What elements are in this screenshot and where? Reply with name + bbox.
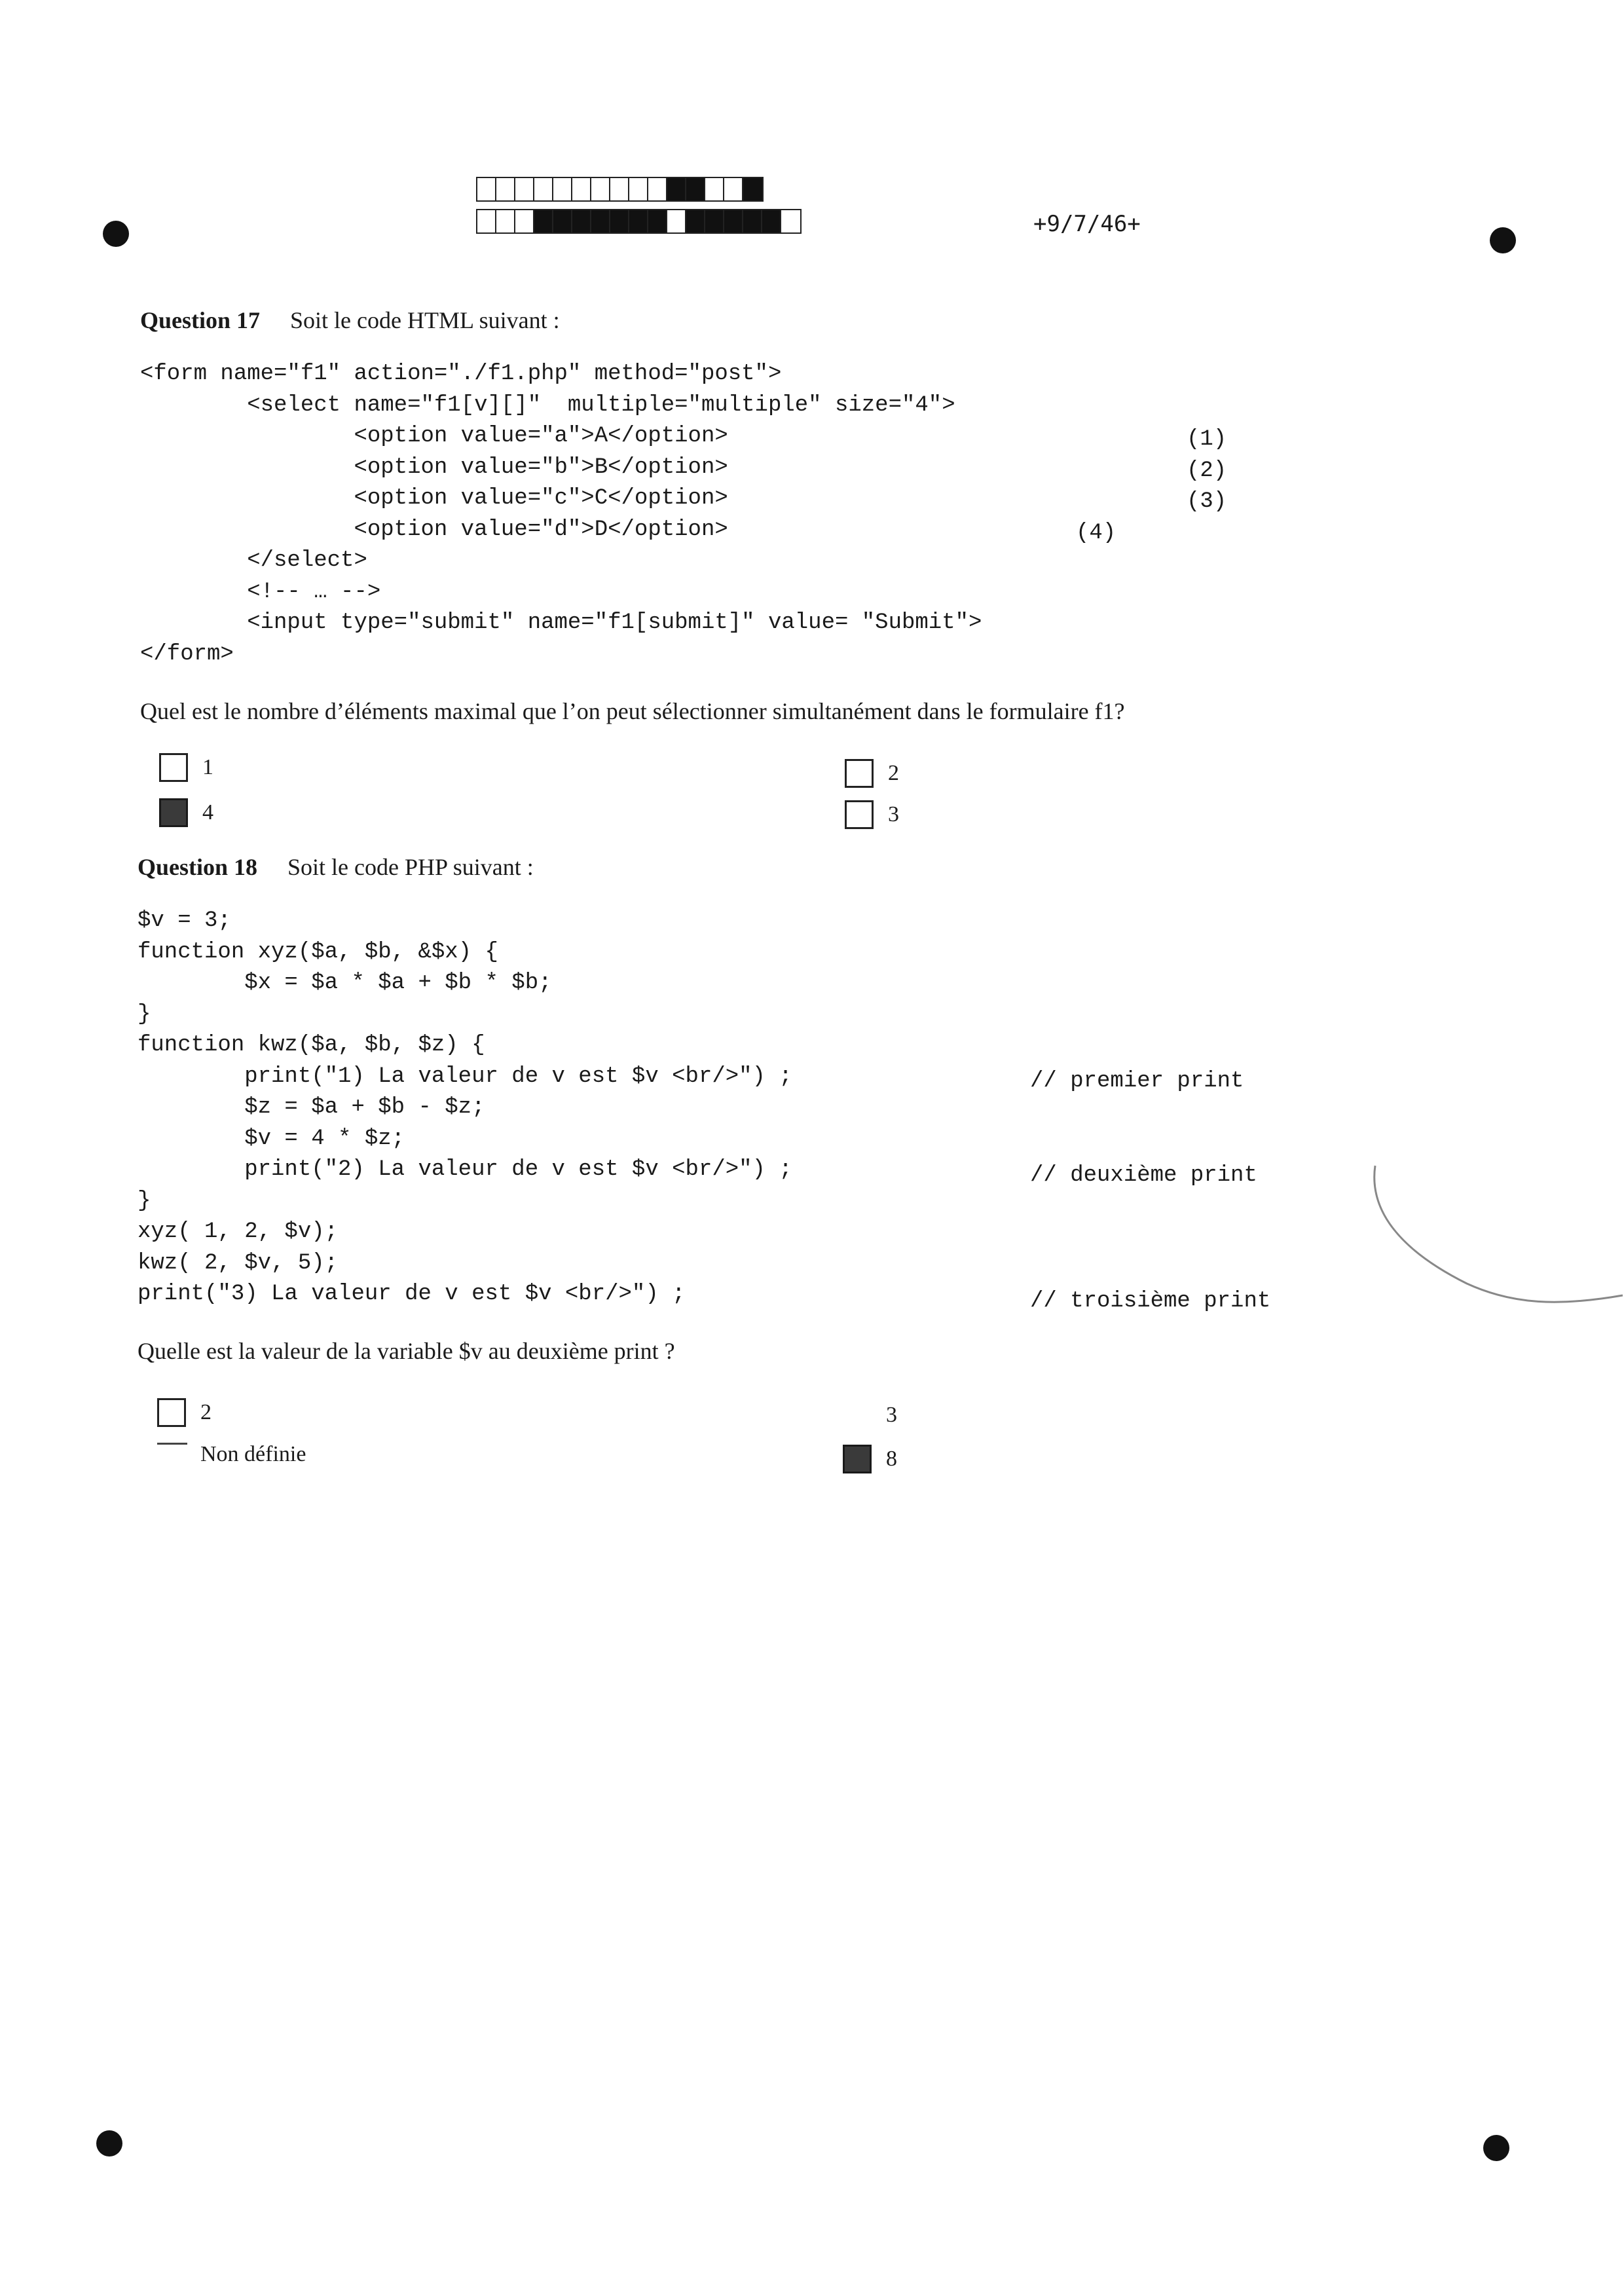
- code-line: <input type="submit" name="f1[submit]" value= "Submit">: [140, 610, 982, 635]
- q17-choice-2[interactable]: [845, 759, 899, 788]
- choice-label: 2: [200, 1400, 212, 1424]
- barcode-cell: [553, 178, 572, 200]
- registration-dot-top-left: [103, 221, 129, 247]
- code-line: $x = $a * $a + $b * $b;: [138, 971, 552, 995]
- code-line: $z = $a + $b - $z;: [138, 1095, 485, 1120]
- choice-label: 2: [888, 761, 899, 785]
- choice-label: 1: [202, 755, 213, 779]
- barcode-cell: [743, 210, 762, 232]
- barcode-cell: [591, 210, 610, 232]
- code-line: print("2) La valeur de v est $v <br/>") ;: [138, 1157, 792, 1182]
- option-marker-4: (4): [1076, 521, 1116, 546]
- choice-label: 3: [886, 1403, 897, 1427]
- page-id: +9/7/46+: [1033, 211, 1141, 237]
- barcode-cell: [591, 178, 610, 200]
- barcode-cell: [496, 178, 515, 200]
- barcode-cell: [724, 210, 743, 232]
- checkbox-checked[interactable]: [159, 798, 188, 827]
- choice-label: 4: [202, 800, 213, 824]
- choice-label: 8: [886, 1447, 897, 1471]
- barcode-cell: [743, 178, 762, 200]
- code-line: }: [138, 1188, 151, 1213]
- q18-choice-non-definie[interactable]: [157, 1442, 306, 1467]
- checkbox[interactable]: [159, 753, 188, 782]
- pencil-stroke-mark: [1362, 1153, 1624, 1323]
- barcode-cell: [534, 210, 553, 232]
- checkbox-checked[interactable]: [843, 1445, 872, 1473]
- barcode-cell: [705, 210, 724, 232]
- barcode-cell: [648, 178, 667, 200]
- code-line: </form>: [140, 641, 234, 667]
- barcode-cell: [572, 210, 591, 232]
- q18-choice-3[interactable]: [843, 1403, 897, 1428]
- code-line: <option value="b">B</option>: [140, 454, 728, 480]
- question-18-code: [138, 906, 792, 1310]
- question-18-prompt: Quelle est la valeur de la variable $v au deuxième print ?: [138, 1338, 675, 1364]
- code-line: function xyz($a, $b, &$x) {: [138, 939, 498, 965]
- option-marker-1: (1): [1187, 427, 1227, 452]
- barcode-cell: [724, 178, 743, 200]
- barcode-cell: [705, 178, 724, 200]
- code-line: function kwz($a, $b, $z) {: [138, 1033, 485, 1058]
- barcode-cell: [686, 178, 705, 200]
- barcode-cell: [648, 210, 667, 232]
- barcode-cell: [781, 210, 800, 232]
- q18-choice-8[interactable]: [843, 1445, 897, 1473]
- code-line: xyz( 1, 2, $v);: [138, 1219, 339, 1244]
- code-line: <!-- … -->: [140, 579, 381, 604]
- q17-choice-4[interactable]: [159, 798, 213, 827]
- barcode-cell: [477, 178, 496, 200]
- question-17-code: [140, 359, 982, 670]
- comment-second-print: // deuxième print: [1030, 1163, 1257, 1188]
- q17-choice-1[interactable]: [159, 753, 213, 782]
- code-line: kwz( 2, $v, 5);: [138, 1250, 339, 1276]
- barcode-row-2: [476, 209, 802, 234]
- code-line: <option value="c">C</option>: [140, 486, 728, 511]
- comment-first-print: // premier print: [1030, 1069, 1244, 1094]
- barcode-cell: [515, 210, 534, 232]
- barcode-cell: [610, 178, 629, 200]
- choice-label: Non définie: [200, 1442, 306, 1466]
- option-marker-3: (3): [1187, 489, 1227, 514]
- question-18-heading: [138, 853, 534, 881]
- code-line: </select>: [140, 548, 367, 573]
- comment-third-print: // troisième print: [1030, 1289, 1271, 1314]
- choice-label: 3: [888, 802, 899, 826]
- barcode-row-1: [476, 177, 764, 202]
- q18-choice-2[interactable]: [157, 1398, 212, 1427]
- code-line: <option value="a">A</option>: [140, 424, 728, 449]
- code-line: <option value="d">D</option>: [140, 517, 728, 542]
- barcode-cell: [762, 210, 781, 232]
- code-line: $v = 4 * $z;: [138, 1126, 405, 1151]
- barcode-cell: [572, 178, 591, 200]
- barcode-cell: [629, 178, 648, 200]
- question-17-intro: Soit le code HTML suivant :: [290, 307, 560, 333]
- registration-dot-bottom-left: [96, 2130, 122, 2157]
- question-17-prompt: Quel est le nombre d’éléments maximal que l’on peut sélectionner simultanément dans le formulaire f1?: [140, 698, 1125, 724]
- barcode-cell: [610, 210, 629, 232]
- barcode-cell: [667, 178, 686, 200]
- barcode-cell: [686, 210, 705, 232]
- barcode-cell: [477, 210, 496, 232]
- code-line: $v = 3;: [138, 908, 231, 933]
- code-line: <form name="f1" action="./f1.php" method="post">: [140, 361, 782, 386]
- barcode-cell: [553, 210, 572, 232]
- barcode-cell: [629, 210, 648, 232]
- checkbox[interactable]: [845, 800, 874, 829]
- question-17-label: Question 17: [140, 307, 261, 333]
- barcode-cell: [515, 178, 534, 200]
- barcode-cell: [534, 178, 553, 200]
- code-line: <select name="f1[v][]" multiple="multiple" size="4">: [140, 392, 955, 418]
- option-marker-2: (2): [1187, 458, 1227, 483]
- registration-dot-top-right: [1490, 227, 1516, 253]
- question-18-label: Question 18: [138, 854, 258, 880]
- registration-dot-bottom-right: [1483, 2135, 1509, 2161]
- q17-choice-3[interactable]: [845, 800, 899, 829]
- question-17-heading: [140, 306, 560, 334]
- code-line: }: [138, 1001, 151, 1027]
- checkbox[interactable]: [845, 759, 874, 788]
- barcode-cell: [667, 210, 686, 232]
- question-18-intro: Soit le code PHP suivant :: [287, 854, 534, 880]
- code-line: print("3) La valeur de v est $v <br/>") ;: [138, 1282, 686, 1306]
- barcode-cell: [496, 210, 515, 232]
- checkbox[interactable]: [157, 1398, 186, 1427]
- code-line: print("1) La valeur de v est $v <br/>") ;: [138, 1064, 792, 1089]
